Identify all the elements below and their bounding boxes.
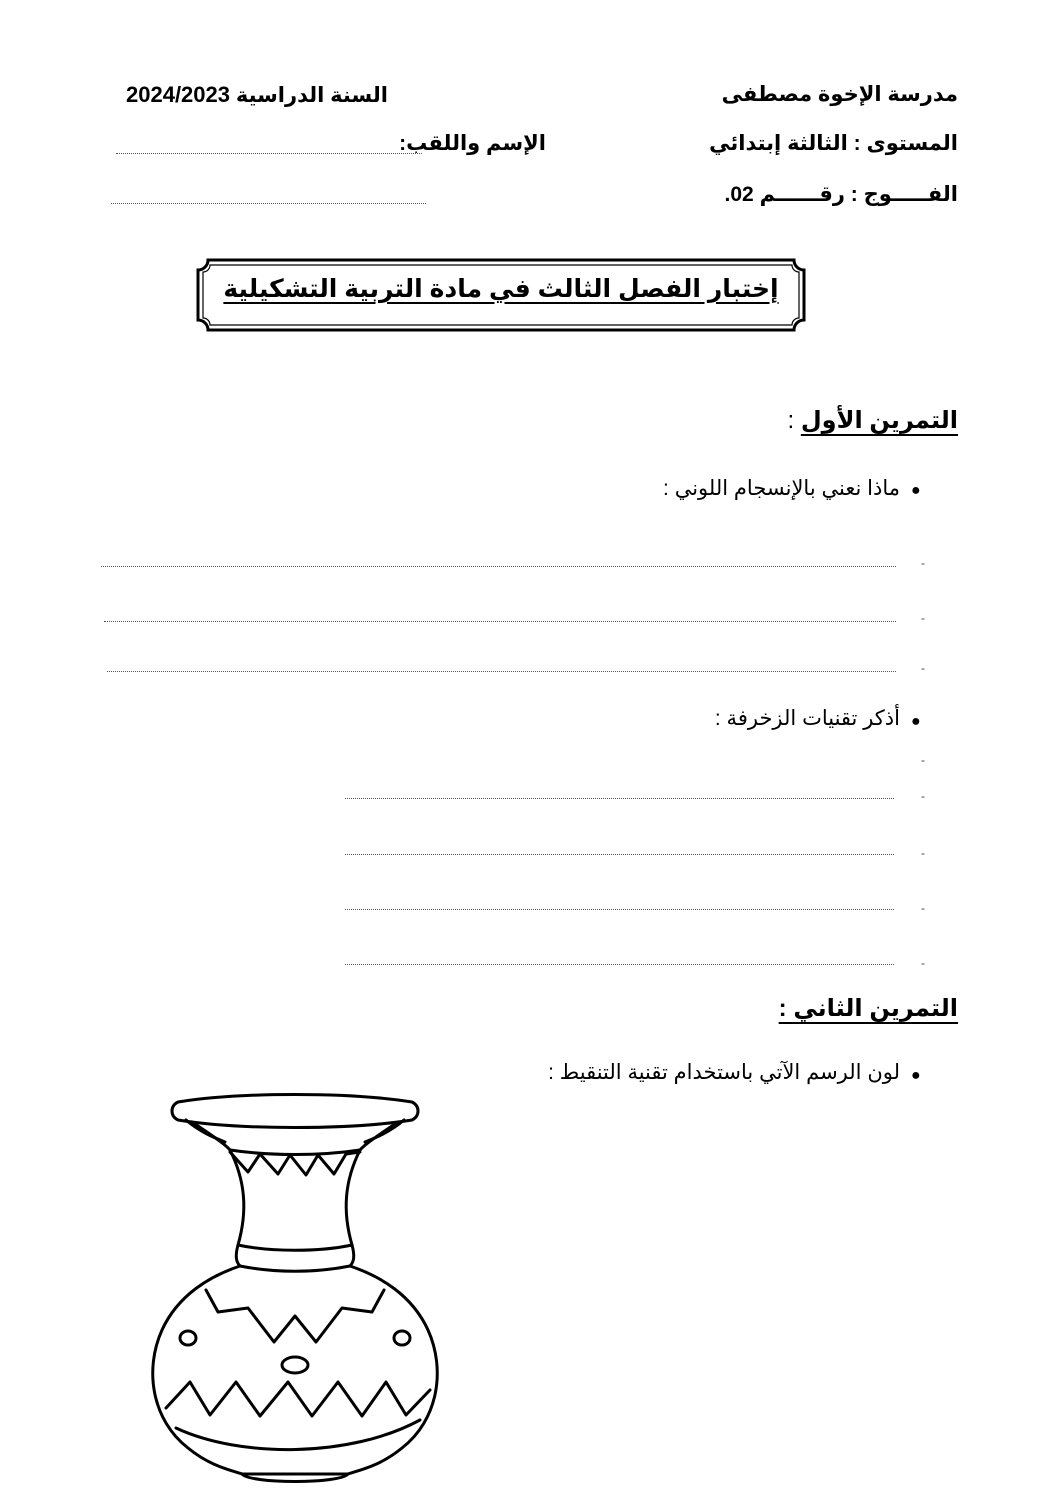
exercise1-heading	[787, 406, 958, 435]
dash-icon: -	[921, 956, 925, 970]
answer-line[interactable]	[345, 909, 894, 910]
bullet-icon: ●	[911, 482, 921, 499]
exercise1-title: التمرين الأول	[800, 407, 958, 434]
exercise1-colon: :	[787, 407, 801, 434]
bullet-icon: ●	[911, 713, 921, 730]
answer-line[interactable]	[345, 854, 894, 855]
name-field[interactable]	[116, 153, 422, 154]
vase-icon[interactable]	[130, 1090, 460, 1490]
answer-line[interactable]	[101, 566, 896, 567]
dash-icon: -	[921, 556, 925, 570]
dash-icon: -	[921, 611, 925, 625]
question-decoration: أذكر تقنيات الزخرفة :	[714, 707, 900, 730]
extra-field[interactable]	[111, 203, 426, 204]
dash-icon: -	[921, 789, 925, 803]
title-box	[196, 258, 806, 332]
exam-title: إختبار الفصل الثالث في مادة التربية التشكيلية	[223, 275, 779, 303]
bullet-icon: ●	[911, 1067, 921, 1084]
dash-icon: -	[921, 846, 925, 860]
school-year-value: 2024/2023	[126, 82, 230, 107]
dash-icon: -	[921, 753, 925, 767]
answer-line[interactable]	[345, 798, 894, 799]
dash-icon: -	[921, 901, 925, 915]
school-year-label: السنة الدراسية	[235, 84, 388, 107]
answer-line[interactable]	[107, 671, 896, 672]
school-year	[126, 82, 388, 108]
answer-line[interactable]	[104, 621, 896, 622]
question-dotting: لون الرسم الآتي باستخدام تقنية التنقيط :	[548, 1061, 900, 1084]
exercise2-heading: التمرين الثاني :	[778, 995, 958, 1022]
school-name: مدرسة الإخوة مصطفى	[721, 83, 958, 106]
level: المستوى : الثالثة إبتدائي	[709, 132, 958, 155]
dash-icon: -	[921, 661, 925, 675]
answer-line[interactable]	[345, 964, 894, 965]
group: الفـــــوج : رقــــــم 02.	[724, 183, 958, 206]
name-label: الإسم واللقب:	[399, 132, 546, 155]
question-harmony: ماذا نعني بالإنسجام اللوني :	[663, 477, 900, 500]
